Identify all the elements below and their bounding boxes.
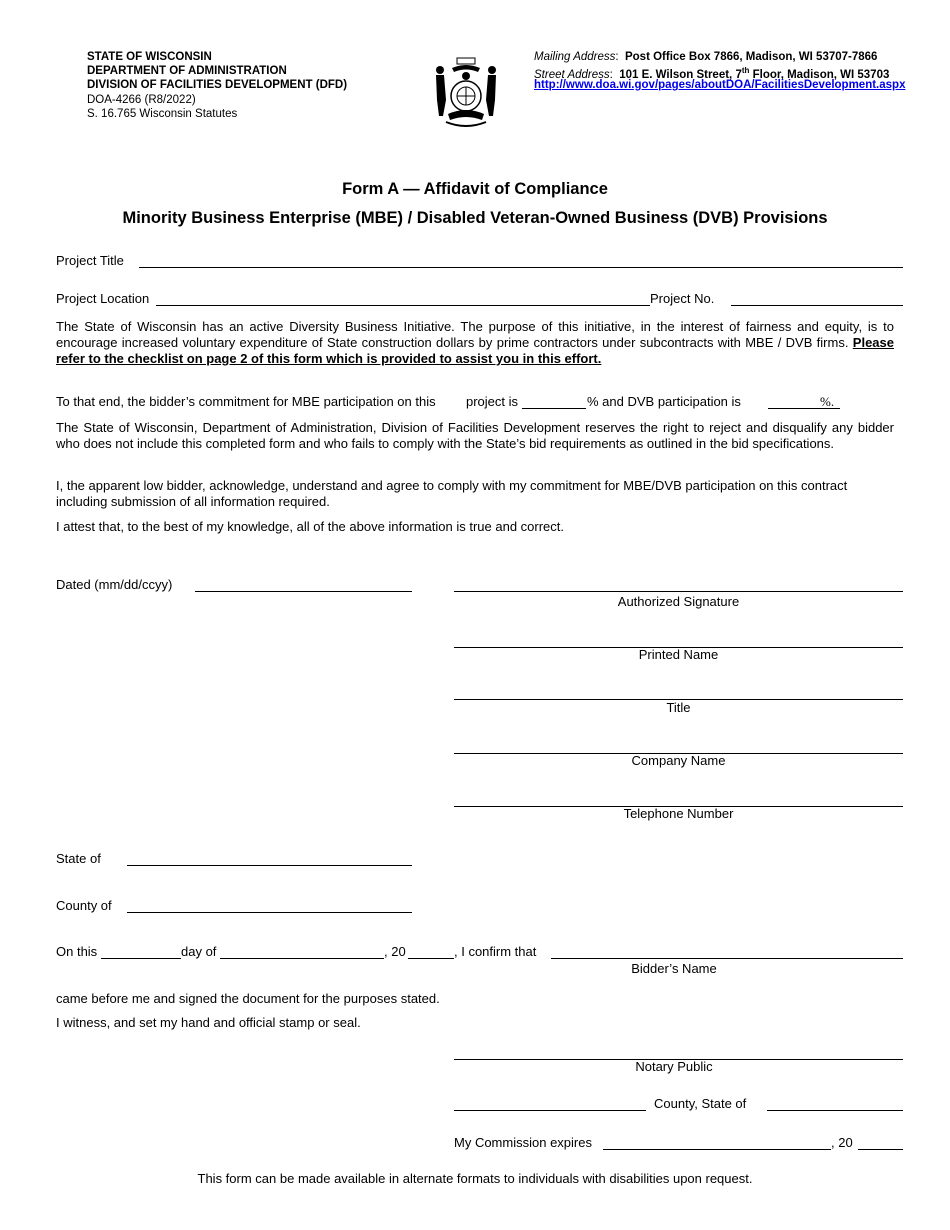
project-location-field[interactable] <box>156 305 650 306</box>
reserve-paragraph: The State of Wisconsin, Department of Administration, Division of Facilities Development reserves the right to reject and disqualify any bidder who does not include this completed form and who fails to comply with the State’s bid requirements as outlined in the bid specifications. <box>56 420 894 451</box>
notary-county-field[interactable] <box>454 1110 646 1111</box>
authorized-signature-caption: Authorized Signature <box>617 594 740 609</box>
confirm-text: , I confirm that <box>454 944 537 959</box>
bidders-name-line[interactable] <box>551 958 903 959</box>
commitment-end: %. <box>820 394 835 409</box>
dated-field[interactable] <box>195 591 412 592</box>
county-of-field[interactable] <box>127 912 412 913</box>
mbe-percent-field[interactable] <box>522 408 586 409</box>
form-number: DOA-4266 (R8/2022) <box>87 94 196 106</box>
month-field[interactable] <box>220 958 384 959</box>
day-of-label: day of <box>181 944 217 959</box>
street-address-value: 101 E. Wilson Street, 7th Floor, Madison, WI 53703 <box>619 66 890 81</box>
department-name: DEPARTMENT OF ADMINISTRATION <box>87 65 287 77</box>
notary-state-field[interactable] <box>767 1110 903 1111</box>
printed-name-caption: Printed Name <box>638 647 719 662</box>
state-of-label: State of <box>56 851 101 866</box>
commitment-dvb-label: % and DVB participation is <box>587 394 741 409</box>
bidders-name-caption: Bidder’s Name <box>631 961 717 976</box>
form-subtitle: Minority Business Enterprise (MBE) / Disabled Veteran-Owned Business (DVB) Provisions <box>122 209 828 227</box>
website-row <box>534 78 905 93</box>
statute-reference: S. 16.765 Wisconsin Statutes <box>87 108 238 120</box>
commission-year-prefix: , 20 <box>831 1135 853 1150</box>
county-state-of-label: County, State of <box>654 1096 747 1111</box>
project-no-label: Project No. <box>650 291 715 306</box>
company-name-caption: Company Name <box>631 753 726 768</box>
commitment-prefix: To that end, the bidder’s commitment for MBE participation on this <box>56 394 436 409</box>
year-field[interactable] <box>408 958 454 959</box>
year-prefix: , 20 <box>384 944 406 959</box>
agree-paragraph: I, the apparent low bidder, acknowledge, understand and agree to comply with my commitment for MBE/DVB participation on this contract including submission of all information required. <box>56 478 848 509</box>
telephone-number-caption: Telephone Number <box>623 806 734 821</box>
street-address: Street Address: 101 E. Wilson Street, 7th Floor, Madison, WI 53703 <box>534 66 890 81</box>
intro-paragraph: The State of Wisconsin has an active Diversity Business Initiative. The purpose of this initiative, in the interest of fairness and equity, is to encourage increased voluntary expenditure of State construction dollars by prime contractors under subcontracts with MBE / DVB firms. Please refer to the checklist on page 2 of this form which is provided to assist you in this effort. <box>56 319 894 366</box>
state-of-field[interactable] <box>127 865 412 866</box>
on-this-label: On this <box>56 944 98 959</box>
accessibility-footer: This form can be made available in alternate formats to individuals with disabilities upon request. <box>197 1171 753 1186</box>
dated-label: Dated (mm/dd/ccyy) <box>56 577 173 592</box>
project-location-label: Project Location <box>56 291 150 306</box>
county-of-label: County of <box>56 898 112 913</box>
mailing-address-value: Post Office Box 7866, Madison, WI 53707-7866 <box>624 51 878 63</box>
attest-paragraph: I attest that, to the best of my knowledge, all of the above information is true and correct. <box>56 519 564 534</box>
website-link[interactable]: http://www.doa.wi.gov/pages/aboutDOA/FacilitiesDevelopment.aspx <box>534 79 906 91</box>
street-address-label: Street Address <box>534 68 610 81</box>
project-no-field[interactable] <box>731 305 903 306</box>
mailing-address-label: Mailing Address <box>534 51 616 63</box>
project-title-field[interactable] <box>139 267 903 268</box>
checklist-note: Please refer to the checklist on page 2 of this form which is provided to assist you in this effort. <box>56 335 894 366</box>
project-title-label: Project Title <box>56 253 124 268</box>
commission-year-field[interactable] <box>858 1149 903 1150</box>
title-caption: Title <box>666 700 691 715</box>
commission-expires-field[interactable] <box>603 1149 831 1150</box>
agency-name: STATE OF WISCONSIN <box>87 51 212 63</box>
commitment-project-is: project is <box>466 394 519 409</box>
on-this-day-field[interactable] <box>101 958 181 959</box>
witness-text: I witness, and set my hand and official stamp or seal. <box>56 1015 361 1030</box>
form-title: Form A — Affidavit of Compliance <box>342 180 608 198</box>
division-name: DIVISION OF FACILITIES DEVELOPMENT (DFD) <box>87 79 348 91</box>
commission-expires-label: My Commission expires <box>454 1135 592 1150</box>
mailing-address: Mailing Address: Post Office Box 7866, Madison, WI 53707-7866 <box>534 51 878 63</box>
wisconsin-seal-icon <box>428 56 504 132</box>
came-before-text: came before me and signed the document for the purposes stated. <box>56 991 440 1006</box>
authorized-signature-line[interactable] <box>454 591 903 592</box>
notary-public-caption: Notary Public <box>635 1059 713 1074</box>
